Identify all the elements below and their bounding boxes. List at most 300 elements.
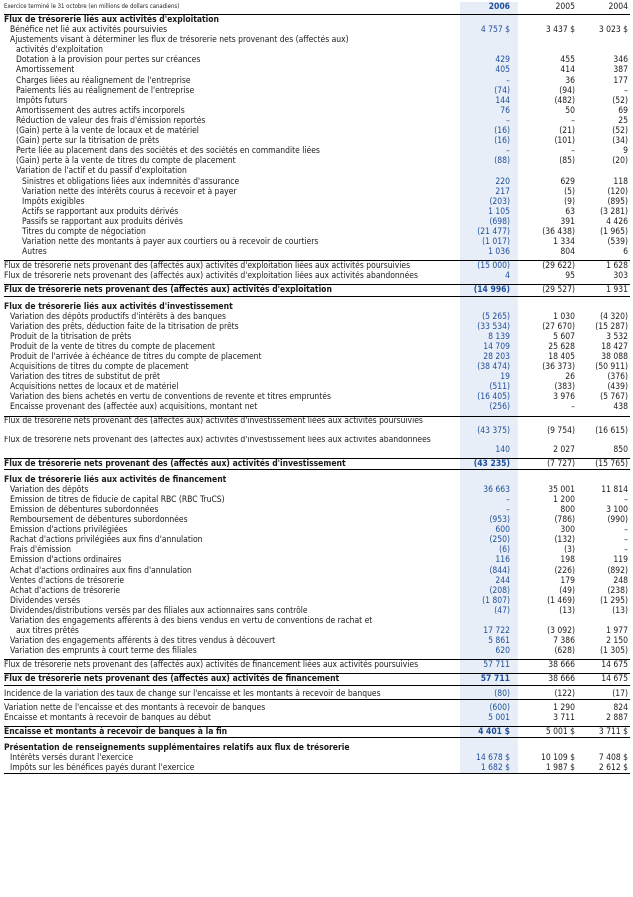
value-2004: 346 bbox=[613, 55, 628, 66]
table-row bbox=[4, 743, 630, 753]
value-2006: 1 682 $ bbox=[480, 763, 510, 774]
table-row bbox=[4, 402, 630, 412]
row-label: Flux de trésorerie nets provenant des (affectés aux) activités d'investissement bbox=[4, 458, 346, 469]
value-2005: 10 109 $ bbox=[540, 753, 575, 763]
table-row bbox=[4, 25, 630, 35]
value-2005: (85) bbox=[559, 156, 575, 167]
value-2006: (15 000) bbox=[477, 261, 510, 272]
value-2004: 9 bbox=[623, 146, 628, 157]
table-body bbox=[4, 15, 630, 774]
row-label: Variation nette des intérêts courus à recevoir et à payer bbox=[22, 186, 237, 197]
table-row bbox=[4, 237, 630, 247]
table-row bbox=[4, 436, 630, 455]
value-2004: – bbox=[624, 85, 628, 96]
table-row bbox=[4, 485, 630, 495]
value-2006: (16 405) bbox=[477, 392, 510, 403]
row-label: Acquisitions de titres du compte de placement bbox=[10, 362, 189, 373]
row-label: Flux de trésorerie nets provenant des (affectés aux) activités de financement bbox=[4, 674, 340, 685]
row-label: Intérêts versés durant l'exercice bbox=[10, 753, 134, 763]
value-2006: (38 474) bbox=[477, 362, 510, 373]
row-label: Impôts exigibles bbox=[22, 196, 85, 207]
row-label: Acquisitions nettes de locaux et de matériel bbox=[10, 382, 179, 393]
value-2006: (203) bbox=[489, 196, 510, 207]
table-row bbox=[4, 616, 630, 626]
value-2005: 26 bbox=[565, 372, 575, 383]
row-label: Titres du compte de négociation bbox=[22, 226, 146, 237]
value-2004: (1 305) bbox=[600, 646, 628, 657]
value-2005: (482) bbox=[554, 95, 575, 106]
row-label: Dividendes/distributions versés par des filiales aux actionnaires sans contrôle bbox=[10, 605, 308, 616]
table-row bbox=[4, 515, 630, 525]
value-2005: 1 334 bbox=[553, 237, 575, 248]
value-2004: 1 977 bbox=[606, 626, 628, 637]
table-row bbox=[4, 260, 630, 271]
value-2004: 3 532 bbox=[606, 331, 628, 342]
value-2006: 217 bbox=[495, 186, 510, 197]
table-row bbox=[4, 177, 630, 187]
row-label: Actifs se rapportant aux produits dérivés bbox=[22, 206, 179, 217]
row-label: Variation des titres de substitut de prêt bbox=[10, 372, 161, 383]
row-label: Variation des biens achetés en vertu de conventions de revente et titres empruntés bbox=[10, 392, 331, 403]
table-row bbox=[4, 126, 630, 136]
value-2004: (895) bbox=[607, 196, 628, 207]
value-2004: 25 bbox=[618, 115, 628, 126]
value-2004: 850 bbox=[613, 444, 628, 455]
table-row bbox=[4, 535, 630, 545]
value-2004: 6 bbox=[623, 247, 628, 258]
value-2005: (21) bbox=[559, 126, 575, 137]
value-2006: (844) bbox=[489, 565, 510, 576]
table-row bbox=[4, 659, 630, 670]
row-label: Sinistres et obligations liées aux indemnités d'assurance bbox=[22, 176, 240, 187]
value-2006: 220 bbox=[495, 176, 510, 187]
value-2006: (80) bbox=[494, 688, 510, 699]
table-row bbox=[4, 197, 630, 207]
table-row bbox=[4, 227, 630, 237]
value-2004: 11 814 bbox=[601, 484, 628, 495]
value-2004: (13) bbox=[612, 605, 628, 616]
row-label: Passifs se rapportant aux produits dérivés bbox=[22, 216, 183, 227]
value-2004: (1 965) bbox=[600, 226, 628, 237]
value-2005: 1 030 bbox=[553, 311, 575, 322]
table-row bbox=[4, 525, 630, 535]
row-label: Ajustements visant à déterminer les flux de trésorerie nets provenant des (affectés aux) bbox=[10, 35, 349, 46]
row-label: Flux de trésorerie nets provenant des (affectés aux) activités d'exploitation liées aux activités abandonnées bbox=[4, 271, 418, 282]
row-label: Paiements liés au réalignement de l'entreprise bbox=[16, 85, 195, 96]
value-2006: (88) bbox=[494, 156, 510, 167]
table-row bbox=[4, 302, 630, 312]
value-2006: (74) bbox=[494, 85, 510, 96]
value-2004: (52) bbox=[612, 126, 628, 137]
row-label: Autres bbox=[22, 247, 47, 258]
value-2005: 1 290 bbox=[553, 702, 575, 713]
row-label: Variation des engagements afférents à des biens vendus en vertu de conventions de rachat et bbox=[10, 615, 373, 626]
value-2006: 4 bbox=[505, 271, 510, 282]
row-label: Variation de l'actif et du passif d'exploitation bbox=[16, 166, 187, 177]
value-2005: (29 527) bbox=[542, 285, 575, 296]
value-2004: (1 295) bbox=[600, 595, 628, 606]
value-2005: 7 386 bbox=[553, 636, 575, 647]
row-label: activités d'exploitation bbox=[16, 45, 103, 56]
value-2005: – bbox=[571, 146, 575, 157]
row-label: Réduction de valeur des frais d'émission reportés bbox=[16, 115, 206, 126]
row-label: Encaisse et montants à recevoir de banques à la fin bbox=[4, 726, 228, 737]
value-2006: (250) bbox=[489, 535, 510, 546]
value-2004: 1 931 bbox=[606, 285, 628, 296]
row-label: (Gain) perte à la vente de titres du compte de placement bbox=[16, 156, 236, 167]
row-label: Émission de titres de fiducie de capital RBC (RBC TruCS) bbox=[10, 494, 225, 505]
value-2006: (16) bbox=[494, 126, 510, 137]
value-2006: 57 711 bbox=[483, 660, 510, 671]
table-row bbox=[4, 146, 630, 156]
value-2004: 2 612 $ bbox=[598, 763, 628, 774]
table-row bbox=[4, 116, 630, 126]
value-2005: 18 405 bbox=[548, 352, 575, 362]
value-2006: (43 235) bbox=[473, 458, 510, 469]
value-2006: 19 bbox=[500, 372, 510, 383]
value-2004: 438 bbox=[613, 402, 628, 413]
table-row bbox=[4, 545, 630, 555]
row-label: Bénéfice net lié aux activités poursuivies bbox=[10, 25, 168, 36]
value-2005: 3 976 bbox=[553, 392, 575, 403]
row-label: Dotation à la provision pour pertes sur créances bbox=[16, 55, 201, 66]
value-2004: 14 675 bbox=[601, 674, 628, 685]
value-2006: (600) bbox=[489, 702, 510, 713]
value-2004: 1 628 bbox=[606, 261, 628, 272]
table-row bbox=[4, 342, 630, 352]
value-2005: (132) bbox=[554, 535, 575, 546]
value-2004: 824 bbox=[613, 702, 628, 713]
value-2006: 17 722 bbox=[483, 626, 510, 637]
value-2005: (36 373) bbox=[542, 362, 575, 373]
value-2005: (101) bbox=[554, 136, 575, 147]
value-2005: 36 bbox=[565, 75, 575, 86]
value-2006: 28 203 bbox=[483, 352, 510, 362]
row-label: Amortissement des autres actifs incorporels bbox=[16, 105, 185, 116]
value-2006: 405 bbox=[495, 65, 510, 76]
value-2005: 800 bbox=[560, 504, 575, 515]
year-header-2004: 2004 bbox=[608, 2, 628, 12]
table-row bbox=[4, 35, 630, 45]
value-2005: (36 438) bbox=[542, 226, 575, 237]
table-row bbox=[4, 247, 630, 257]
value-2004: (17) bbox=[612, 688, 628, 699]
row-label: aux titres prêtés bbox=[16, 626, 79, 637]
row-label: Rachat d'actions privilégiées aux fins d'annulation bbox=[10, 535, 203, 546]
value-2005: 179 bbox=[560, 575, 575, 586]
value-2004: 248 bbox=[613, 575, 628, 586]
value-2005: 391 bbox=[560, 216, 575, 227]
table-row bbox=[4, 555, 630, 565]
table-row bbox=[4, 703, 630, 713]
value-2006: (47) bbox=[494, 605, 510, 616]
value-2006: (953) bbox=[489, 515, 510, 526]
row-label: Émission d'actions ordinaires bbox=[10, 555, 122, 566]
value-2004: 7 408 $ bbox=[598, 753, 628, 763]
year-header-2005: 2005 bbox=[555, 2, 575, 12]
value-2004: 69 bbox=[618, 105, 628, 116]
table-row bbox=[4, 566, 630, 576]
value-2006: (5 265) bbox=[482, 311, 510, 322]
value-2006: 14 678 $ bbox=[475, 753, 510, 763]
cash-flow-statement bbox=[4, 2, 630, 774]
row-label: Variation des prêts, déduction faite de la titrisation de prêts bbox=[10, 321, 239, 332]
value-2006: (256) bbox=[489, 402, 510, 413]
row-label: Frais d'émission bbox=[10, 545, 72, 556]
value-2005: 95 bbox=[565, 271, 575, 282]
value-2005: 1 987 $ bbox=[545, 763, 575, 774]
row-label: Émission d'actions privilégiées bbox=[10, 525, 128, 536]
value-2006: (6) bbox=[499, 545, 510, 556]
table-row bbox=[4, 586, 630, 596]
value-2005: 414 bbox=[560, 65, 575, 76]
table-row bbox=[4, 646, 630, 656]
value-2004: (376) bbox=[607, 372, 628, 383]
row-label: Impôts sur les bénéfices payés durant l'exercice bbox=[10, 763, 195, 774]
value-2005: 2 027 bbox=[553, 444, 575, 455]
value-2005: (226) bbox=[554, 565, 575, 576]
value-2006: 5 001 bbox=[488, 712, 510, 723]
value-2006: 600 bbox=[495, 525, 510, 536]
value-2004: (20) bbox=[612, 156, 628, 167]
table-row bbox=[4, 392, 630, 402]
table-row bbox=[4, 505, 630, 515]
value-2005: 38 666 bbox=[548, 660, 575, 671]
table-row bbox=[4, 372, 630, 382]
value-2006: (33 534) bbox=[477, 321, 510, 332]
value-2004: – bbox=[624, 545, 628, 556]
value-2005: (13) bbox=[559, 605, 575, 616]
row-label: Flux de trésorerie liés aux activités de financement bbox=[4, 474, 227, 485]
value-2004: (4 320) bbox=[600, 311, 628, 322]
value-2004: (50 911) bbox=[595, 362, 628, 373]
row-label: Achat d'actions de trésorerie bbox=[10, 585, 121, 596]
value-2005: 1 200 bbox=[553, 494, 575, 505]
row-label: Produit de la titrisation de prêts bbox=[10, 331, 132, 342]
value-2005: (49) bbox=[559, 585, 575, 596]
table-row bbox=[4, 458, 630, 470]
value-2005: 3 437 $ bbox=[545, 25, 575, 36]
row-label: Produit de l'arrivée à échéance de titres du compte de placement bbox=[10, 352, 262, 362]
table-row bbox=[4, 322, 630, 332]
table-row bbox=[4, 689, 630, 700]
row-label: Impôts futurs bbox=[16, 95, 68, 106]
value-2004: 387 bbox=[613, 65, 628, 76]
row-label: Variation des dépôts bbox=[10, 484, 89, 495]
table-row bbox=[4, 284, 630, 296]
row-label: Variation des emprunts à court terme des filiales bbox=[10, 646, 197, 657]
value-2005: (122) bbox=[554, 688, 575, 699]
value-2006: 1 105 bbox=[488, 206, 510, 217]
table-row bbox=[4, 352, 630, 362]
table-row bbox=[4, 86, 630, 96]
table-row bbox=[4, 713, 630, 723]
value-2006: 76 bbox=[500, 105, 510, 116]
value-2004: – bbox=[624, 525, 628, 536]
row-label: Dividendes versés bbox=[10, 595, 81, 606]
value-2005: (27 670) bbox=[542, 321, 575, 332]
value-2004: (439) bbox=[607, 382, 628, 393]
row-label: (Gain) perte à la vente de locaux et de matériel bbox=[16, 126, 199, 137]
value-2005: (3) bbox=[564, 545, 575, 556]
value-2004: 18 427 bbox=[601, 341, 628, 352]
table-row bbox=[4, 156, 630, 166]
table-row bbox=[4, 475, 630, 485]
row-label: Incidence de la variation des taux de change sur l'encaisse et les montants à recevoir de banques bbox=[4, 688, 381, 699]
value-2006: 5 861 bbox=[488, 636, 510, 647]
value-2005: 25 628 bbox=[548, 341, 575, 352]
value-2006: (14 996) bbox=[473, 285, 510, 296]
value-2005: 629 bbox=[560, 176, 575, 187]
value-2005: (786) bbox=[554, 515, 575, 526]
value-2004: (120) bbox=[607, 186, 628, 197]
value-2006: (208) bbox=[489, 585, 510, 596]
value-2006: 14 709 bbox=[483, 341, 510, 352]
value-2005: 50 bbox=[565, 105, 575, 116]
value-2005: 63 bbox=[565, 206, 575, 217]
table-row bbox=[4, 55, 630, 65]
row-label: Variation nette de l'encaisse et des montants à recevoir de banques bbox=[4, 702, 266, 713]
value-2005: (383) bbox=[554, 382, 575, 393]
value-2006: (511) bbox=[489, 382, 510, 393]
row-label: Amortissement bbox=[16, 65, 75, 76]
value-2006: (1 017) bbox=[482, 237, 510, 248]
value-2006: – bbox=[506, 504, 510, 515]
value-2004: 38 088 bbox=[601, 352, 628, 362]
table-row bbox=[4, 76, 630, 86]
table-row bbox=[4, 382, 630, 392]
value-2006: 140 bbox=[495, 444, 510, 455]
value-2006: – bbox=[506, 115, 510, 126]
value-2006: 144 bbox=[495, 95, 510, 106]
row-label: Remboursement de débentures subordonnées bbox=[10, 515, 188, 526]
value-2006: – bbox=[506, 494, 510, 505]
table-row bbox=[4, 271, 630, 281]
value-2005: 35 001 bbox=[548, 484, 575, 495]
value-2004: 4 426 bbox=[606, 216, 628, 227]
row-label: Flux de trésorerie liés aux activités d'exploitation bbox=[4, 15, 219, 25]
value-2004: 177 bbox=[613, 75, 628, 86]
table-row bbox=[4, 606, 630, 616]
value-2005: 5 607 bbox=[553, 331, 575, 342]
row-label: Achat d'actions ordinaires aux fins d'annulation bbox=[10, 565, 192, 576]
value-2005: – bbox=[571, 402, 575, 413]
table-row bbox=[4, 753, 630, 763]
table-row bbox=[4, 217, 630, 227]
value-2006: (16) bbox=[494, 136, 510, 147]
table-row bbox=[4, 576, 630, 586]
value-2004: 3 100 bbox=[606, 504, 628, 515]
value-2005: (3 092) bbox=[547, 626, 575, 637]
value-2005: 455 bbox=[560, 55, 575, 66]
row-label: (Gain) perte sur la titrisation de prêts bbox=[16, 136, 160, 147]
row-label: Présentation de renseignements supplémentaires relatifs aux flux de trésorerie bbox=[4, 742, 350, 753]
table-row bbox=[4, 187, 630, 197]
value-2005: 38 666 bbox=[548, 674, 575, 685]
value-2006: 244 bbox=[495, 575, 510, 586]
value-2006: 57 711 bbox=[480, 674, 510, 685]
value-2004: (5 767) bbox=[600, 392, 628, 403]
value-2004: (892) bbox=[607, 565, 628, 576]
value-2004: (539) bbox=[607, 237, 628, 248]
value-2005: 5 001 $ bbox=[545, 726, 575, 737]
value-2004: – bbox=[624, 494, 628, 505]
value-2004: (34) bbox=[612, 136, 628, 147]
value-2004: – bbox=[624, 535, 628, 546]
value-2006: 1 036 bbox=[488, 247, 510, 258]
table-row bbox=[4, 636, 630, 646]
value-2006: – bbox=[506, 75, 510, 86]
value-2006: – bbox=[506, 146, 510, 157]
row-label: Flux de trésorerie nets provenant des (affectés aux) activités d'investissement liées aux activités abandonnées bbox=[4, 435, 431, 445]
value-2005: (9) bbox=[564, 196, 575, 207]
value-2004: 2 887 bbox=[606, 712, 628, 723]
year-header-2006: 2006 bbox=[488, 2, 510, 12]
value-2006: 620 bbox=[495, 646, 510, 657]
row-label: Variation des dépôts productifs d'intérêts à des banques bbox=[10, 311, 226, 322]
row-label: Charges liées au réalignement de l'entreprise bbox=[16, 75, 191, 86]
value-2005: – bbox=[571, 115, 575, 126]
row-label: Flux de trésorerie nets provenant des (affectés aux) activités d'exploitation bbox=[4, 285, 332, 296]
value-2005: (29 622) bbox=[542, 261, 575, 272]
value-2005: 198 bbox=[560, 555, 575, 566]
table-row bbox=[4, 332, 630, 342]
table-row bbox=[4, 15, 630, 25]
row-label: Variation des engagements afférents à des titres vendus à découvert bbox=[10, 636, 276, 647]
table-row bbox=[4, 65, 630, 75]
row-label: Flux de trésorerie nets provenant des (affectés aux) activités d'investissement liées aux activités poursuivies bbox=[4, 416, 423, 426]
value-2004: 303 bbox=[613, 271, 628, 282]
value-2006: 429 bbox=[495, 55, 510, 66]
row-label: Flux de trésorerie nets provenant des (affectés aux) activités d'exploitation liées aux activités poursuivies bbox=[4, 261, 411, 272]
value-2006: (43 375) bbox=[477, 425, 510, 436]
table-row bbox=[4, 763, 630, 774]
value-2004: 118 bbox=[613, 176, 628, 187]
value-2004: (15 287) bbox=[595, 321, 628, 332]
row-label: Flux de trésorerie nets provenant des (affectés aux) activités de financement liées aux activités poursuivies bbox=[4, 660, 419, 671]
value-2004: (990) bbox=[607, 515, 628, 526]
table-row bbox=[4, 362, 630, 372]
value-2005: (628) bbox=[554, 646, 575, 657]
value-2004: (3 281) bbox=[600, 206, 628, 217]
value-2006: 4 401 $ bbox=[478, 726, 510, 737]
table-header bbox=[4, 2, 630, 15]
table-row bbox=[4, 106, 630, 116]
value-2006: 8 139 bbox=[488, 331, 510, 342]
table-row bbox=[4, 166, 630, 176]
value-2004: 119 bbox=[613, 555, 628, 566]
row-label: Flux de trésorerie liés aux activités d'investissement bbox=[4, 301, 233, 312]
row-label: Encaisse provenant des (affectée aux) acquisitions, montant net bbox=[10, 402, 258, 413]
table-row bbox=[4, 726, 630, 738]
table-row bbox=[4, 136, 630, 146]
row-label: Variation nette des montants à payer aux courtiers ou à recevoir de courtiers bbox=[22, 237, 319, 248]
value-2005: (7 727) bbox=[547, 458, 575, 469]
row-label: Encaisse et montants à recevoir de banques au début bbox=[4, 712, 211, 723]
value-2005: 804 bbox=[560, 247, 575, 258]
row-label: Produit de la vente de titres du compte de placement bbox=[10, 341, 215, 352]
row-label: Perte liée au placement dans des sociétés et des sociétés en commandite liées bbox=[16, 146, 320, 157]
value-2005: (9 754) bbox=[547, 425, 575, 436]
table-row bbox=[4, 416, 630, 436]
value-2006: 116 bbox=[495, 555, 510, 566]
table-row bbox=[4, 626, 630, 636]
value-2004: 2 150 bbox=[606, 636, 628, 647]
table-row bbox=[4, 96, 630, 106]
table-row bbox=[4, 312, 630, 322]
value-2004: 3 711 $ bbox=[598, 726, 628, 737]
table-row bbox=[4, 495, 630, 505]
